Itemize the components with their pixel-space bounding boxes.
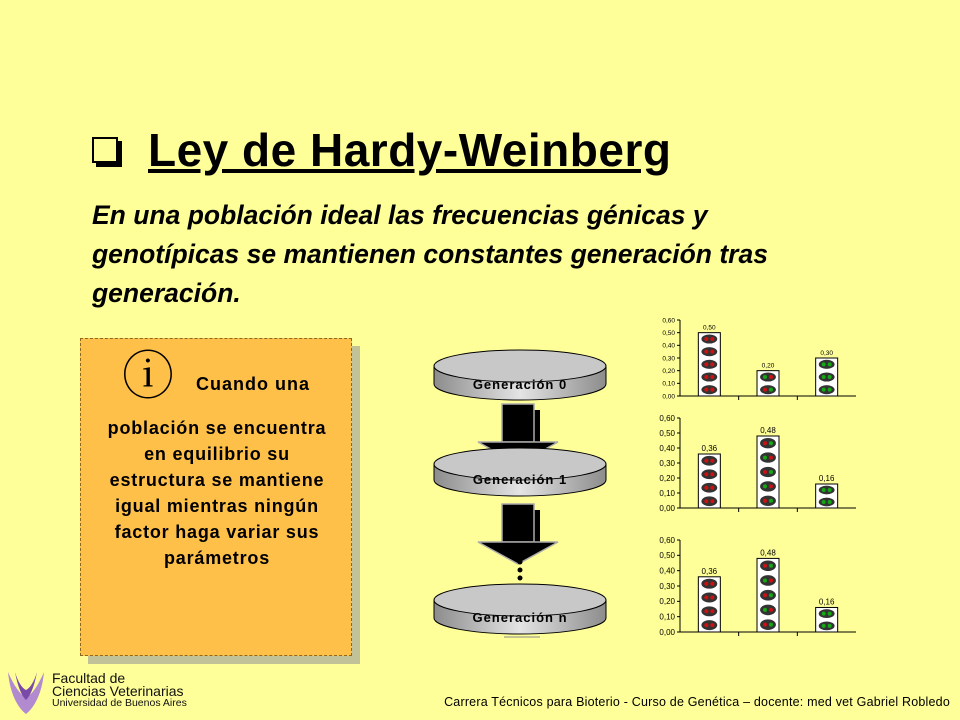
frequency-chart-2 — [650, 532, 870, 644]
mouse-icon — [701, 496, 717, 506]
mouse-icon — [760, 575, 776, 586]
y-tick-label: 0,20 — [659, 473, 675, 483]
y-tick-label: 0,50 — [662, 329, 675, 337]
mouse-icon — [701, 456, 717, 466]
data-label: 0,36 — [701, 444, 718, 453]
generation-disk-n — [434, 584, 606, 634]
mouse-icon — [701, 372, 717, 381]
data-label: 0,36 — [701, 566, 718, 576]
mouse-icon — [819, 609, 835, 618]
frequency-chart-0 — [650, 312, 870, 408]
callout-lead: Cuando una — [196, 373, 310, 394]
data-label: 0,30 — [820, 350, 833, 357]
callout-first-line — [81, 347, 351, 407]
generation-label-0: Generación 0 — [472, 377, 568, 392]
mouse-icon — [760, 372, 776, 381]
mouse-icon — [701, 579, 717, 589]
y-tick-label: 0,20 — [659, 597, 675, 607]
mouse-icon — [760, 590, 776, 601]
y-tick-label: 0,40 — [659, 566, 675, 576]
mouse-icon — [701, 606, 717, 616]
generation-disk-0 — [434, 350, 606, 400]
mouse-icon — [701, 334, 717, 343]
frequency-chart-1 — [650, 410, 870, 520]
mouse-icon — [701, 347, 717, 356]
mouse-icon — [760, 438, 776, 448]
page-title: Ley de Hardy-Weinberg — [148, 124, 672, 176]
y-tick-label: 0,30 — [659, 458, 675, 468]
mouse-icon — [701, 483, 717, 493]
y-tick-label: 0,20 — [662, 367, 675, 375]
y-tick-label: 0,60 — [659, 535, 675, 545]
mouse-icon — [701, 385, 717, 394]
data-label: 0,20 — [761, 362, 775, 370]
subtitle-paragraph: En una población ideal las frecuencias génicas y genotípicas se mantienen constantes generación tras generación. — [92, 200, 768, 308]
mouse-icon — [701, 593, 717, 603]
info-icon: ⓘ — [121, 347, 174, 407]
down-arrow-icon — [478, 504, 558, 564]
mouse-icon — [760, 452, 776, 462]
y-tick-label: 0,30 — [659, 581, 675, 591]
footer-credit: Carrera Técnicos para Bioterio - Curso de Genética – docente: med vet Gabriel Robledo — [444, 695, 950, 709]
mouse-icon — [819, 498, 835, 507]
y-tick-label: 0,00 — [662, 393, 675, 401]
mouse-icon — [701, 360, 717, 369]
mouse-icon — [819, 621, 835, 630]
data-label: 0,48 — [760, 548, 776, 558]
y-tick-label: 0,40 — [662, 342, 675, 350]
chart-0 — [650, 312, 870, 413]
mouse-icon — [819, 385, 835, 394]
mouse-icon — [760, 481, 776, 491]
logo-line-1: Facultad de — [52, 670, 126, 686]
mouse-icon — [819, 486, 835, 495]
mouse-icon — [760, 560, 776, 571]
chart-1 — [650, 410, 870, 525]
y-tick-label: 0,10 — [659, 612, 675, 622]
y-tick-label: 0,60 — [659, 413, 675, 423]
data-label: 0,16 — [818, 597, 835, 607]
mouse-icon — [819, 372, 835, 381]
y-tick-label: 0,10 — [662, 380, 675, 388]
callout-body: población se encuentra en equilibrio su estructura se mantiene igual mientras ningún factor haga variar sus parámetros — [107, 418, 327, 568]
generations-diagram — [420, 330, 620, 650]
mouse-icon — [819, 360, 835, 369]
mouse-icon — [760, 619, 776, 630]
data-label: 0,48 — [760, 426, 776, 435]
mouse-icon — [760, 605, 776, 616]
y-tick-label: 0,10 — [659, 488, 675, 498]
y-tick-label: 0,50 — [659, 428, 675, 438]
ellipsis-dots — [518, 560, 523, 581]
mouse-icon — [760, 467, 776, 477]
data-label: 0,50 — [703, 324, 716, 332]
y-tick-label: 0,00 — [659, 627, 675, 637]
square-bullet-icon — [92, 137, 118, 163]
y-tick-label: 0,00 — [659, 503, 675, 513]
mouse-icon — [701, 620, 717, 630]
mouse-icon — [701, 469, 717, 479]
logo-text — [52, 672, 187, 710]
title-row — [92, 120, 671, 180]
chart-2 — [650, 532, 870, 649]
generation-label-n: Generación n — [472, 610, 568, 625]
mouse-icon — [760, 496, 776, 506]
university-logo-icon — [4, 668, 48, 716]
y-tick-label: 0,50 — [659, 551, 675, 561]
callout-box — [80, 338, 352, 656]
logo-line-3: Universidad de Buenos Aires — [52, 697, 187, 709]
y-tick-label: 0,30 — [662, 355, 675, 363]
generation-label-1: Generación 1 — [472, 472, 568, 487]
y-tick-label: 0,40 — [659, 443, 675, 453]
logo-line-2: Ciencias Veterinarias — [52, 682, 184, 699]
y-tick-label: 0,60 — [662, 317, 675, 325]
data-label: 0,16 — [818, 474, 835, 483]
mouse-icon — [760, 385, 776, 394]
generation-disk-1 — [434, 448, 606, 496]
